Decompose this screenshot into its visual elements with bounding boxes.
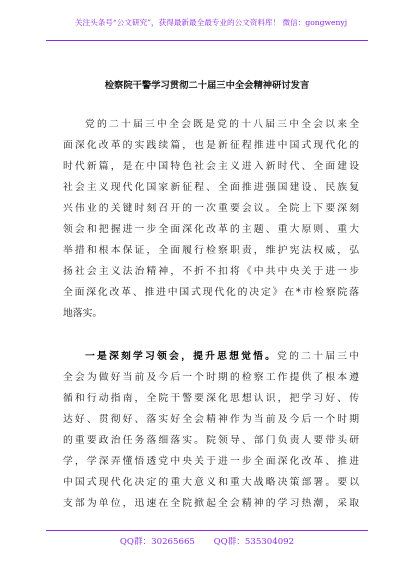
paragraph-1-line: 全面深化改革、推进中国式现代化的决定》在*市检察院落 bbox=[63, 287, 359, 298]
paragraph-1-line: 时代新篇，是在中国特色社会主义进入新时代、全面建设 bbox=[63, 161, 359, 172]
paragraph-2-line: 循和行动指南，全院干警要深化思想认识，把学习好、传 bbox=[63, 393, 359, 404]
paragraph-1-line: 面深化改革的实践续篇，也是新征程推进中国式现代化的 bbox=[63, 140, 359, 151]
paragraph-1-line: 党的二十届三中全会既是党的十八届三中全会以来全 bbox=[85, 119, 359, 130]
paragraph-1-line: 扬社会主义法治精神，不折不扣将《中共中央关于进一步 bbox=[63, 266, 359, 277]
header-divider bbox=[46, 40, 368, 41]
paragraph-2-first-line bbox=[85, 350, 359, 363]
footer-contacts bbox=[46, 537, 368, 548]
paragraph-1-line: 举措和根本保证，全面履行检察职责，维护宪法权威，弘 bbox=[63, 245, 359, 256]
paragraph-2-line: 达好、贯彻好、落实好全会精神作为当前及今后一个时期 bbox=[63, 414, 359, 425]
footer-qq-group-1: QQ群：30265665 bbox=[119, 537, 195, 547]
paragraph-2-text: 党的二十届三中 bbox=[277, 351, 360, 362]
paragraph-1-line: 社会主义现代化国家新征程、全面推进强国建设、民族复 bbox=[63, 182, 359, 193]
paragraph-2-line: 的重要政治任务落细落实。院领导、部门负责人要带头研 bbox=[63, 435, 359, 446]
paragraph-1-line: 地落实。 bbox=[63, 308, 103, 319]
paragraph-1-line: 领会和把握进一步全面深化改革的主题、重大原则、重大 bbox=[63, 224, 359, 235]
header-banner: 关注头条号“公文研究”，获得最新最全最专业的公文资料库！ 微信：gongwenyj bbox=[74, 18, 348, 27]
paragraph-1-line: 兴伟业的关键时刻召开的一次重要会议。全院上下要深刻 bbox=[63, 203, 359, 214]
footer-qq-group-2: QQ群：535304092 bbox=[213, 537, 295, 547]
paragraph-2-line: 全会为做好当前及今后一个时期的检察工作提供了根本遵 bbox=[63, 372, 359, 383]
paragraph-2-line: 中国式现代化决定的重大意义和重大战略决策部署。要以 bbox=[63, 477, 359, 488]
paragraph-2-line: 学，学深弄懂悟透党中央关于进一步全面深化改革、推进 bbox=[63, 456, 359, 467]
section-heading: 一是深刻学习领会，提升思想觉悟。 bbox=[85, 351, 278, 362]
paragraph-2-line: 支部为单位，迅速在全院掀起全会精神的学习热潮，采取 bbox=[63, 498, 359, 509]
footer-divider bbox=[46, 530, 368, 531]
document-title: 检察院干警学习贯彻二十届三中全会精神研讨发言 bbox=[104, 80, 310, 91]
